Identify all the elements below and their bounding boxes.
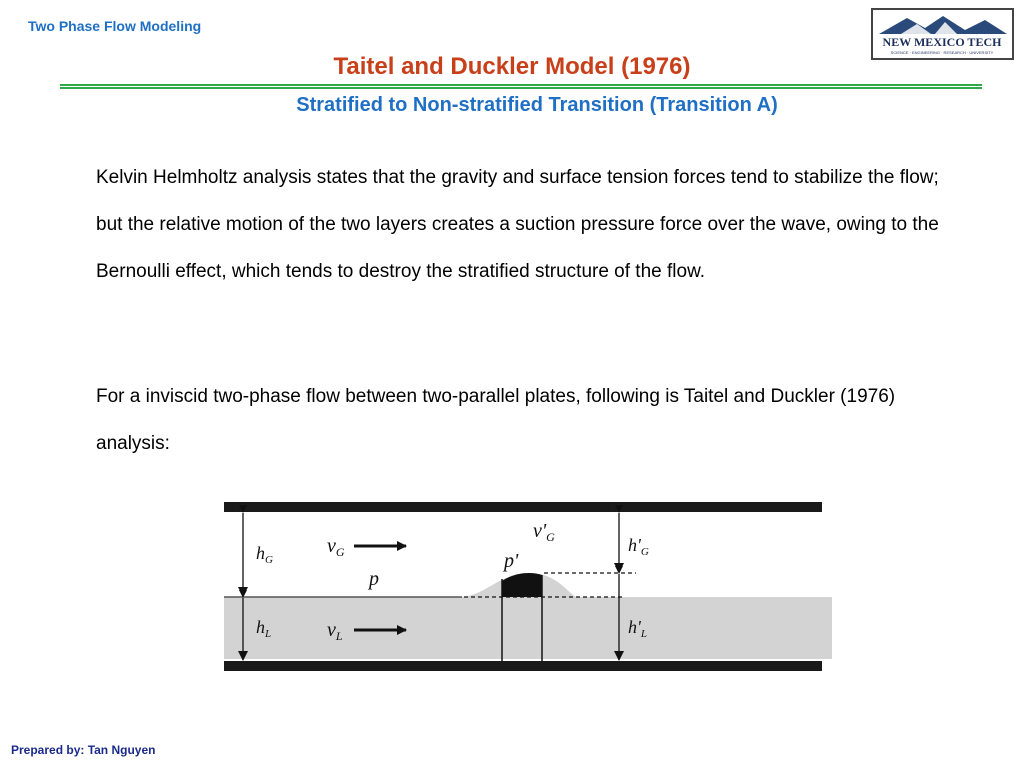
header-label: Two Phase Flow Modeling xyxy=(28,18,202,34)
label-p: p xyxy=(369,568,379,590)
label-vG: $v_G$ xyxy=(327,535,345,559)
label-hL: $h_L$ xyxy=(256,617,272,640)
label-hG: $h_G$ xyxy=(256,543,273,566)
stratified-flow-diagram xyxy=(224,493,832,679)
label-p-prime: p' xyxy=(504,550,519,572)
bottom-plate xyxy=(224,661,822,671)
slide-subtitle: Stratified to Non-stratified Transition (Transition A) xyxy=(296,94,778,116)
label-vG-prime: $v'_G$ xyxy=(533,520,555,544)
slide-title: Taitel and Duckler Model (1976) xyxy=(333,53,691,80)
top-plate xyxy=(224,502,822,512)
label-hL-prime: $h'_L$ xyxy=(628,617,647,640)
footer-author: Prepared by: Tan Nguyen xyxy=(11,743,156,757)
label-hG-prime: $h'_G$ xyxy=(628,535,649,558)
label-vL: $v_L$ xyxy=(327,619,343,643)
logo-wordmark: NEW MEXICO TECH xyxy=(882,35,1002,49)
paragraph-taitel-duckler: For a inviscid two-phase flow between two-parallel plates, following is Taitel and Duckler (1976) analysis: xyxy=(96,386,896,454)
paragraph-kelvin-helmholtz: Kelvin Helmholtz analysis states that the gravity and surface tension forces tend to stabilize the flow; but the relative motion of the two layers creates a suction pressure force over the wave, owing to the Bernoulli effect, which tends to destroy the stratified structure of the flow. xyxy=(96,167,939,282)
liquid-layer xyxy=(224,597,832,659)
wave-dark-region xyxy=(502,573,542,597)
title-divider xyxy=(60,84,982,89)
logo-tagline: SCIENCE · ENGINEERING · RESEARCH · UNIVERSITY xyxy=(890,50,994,55)
